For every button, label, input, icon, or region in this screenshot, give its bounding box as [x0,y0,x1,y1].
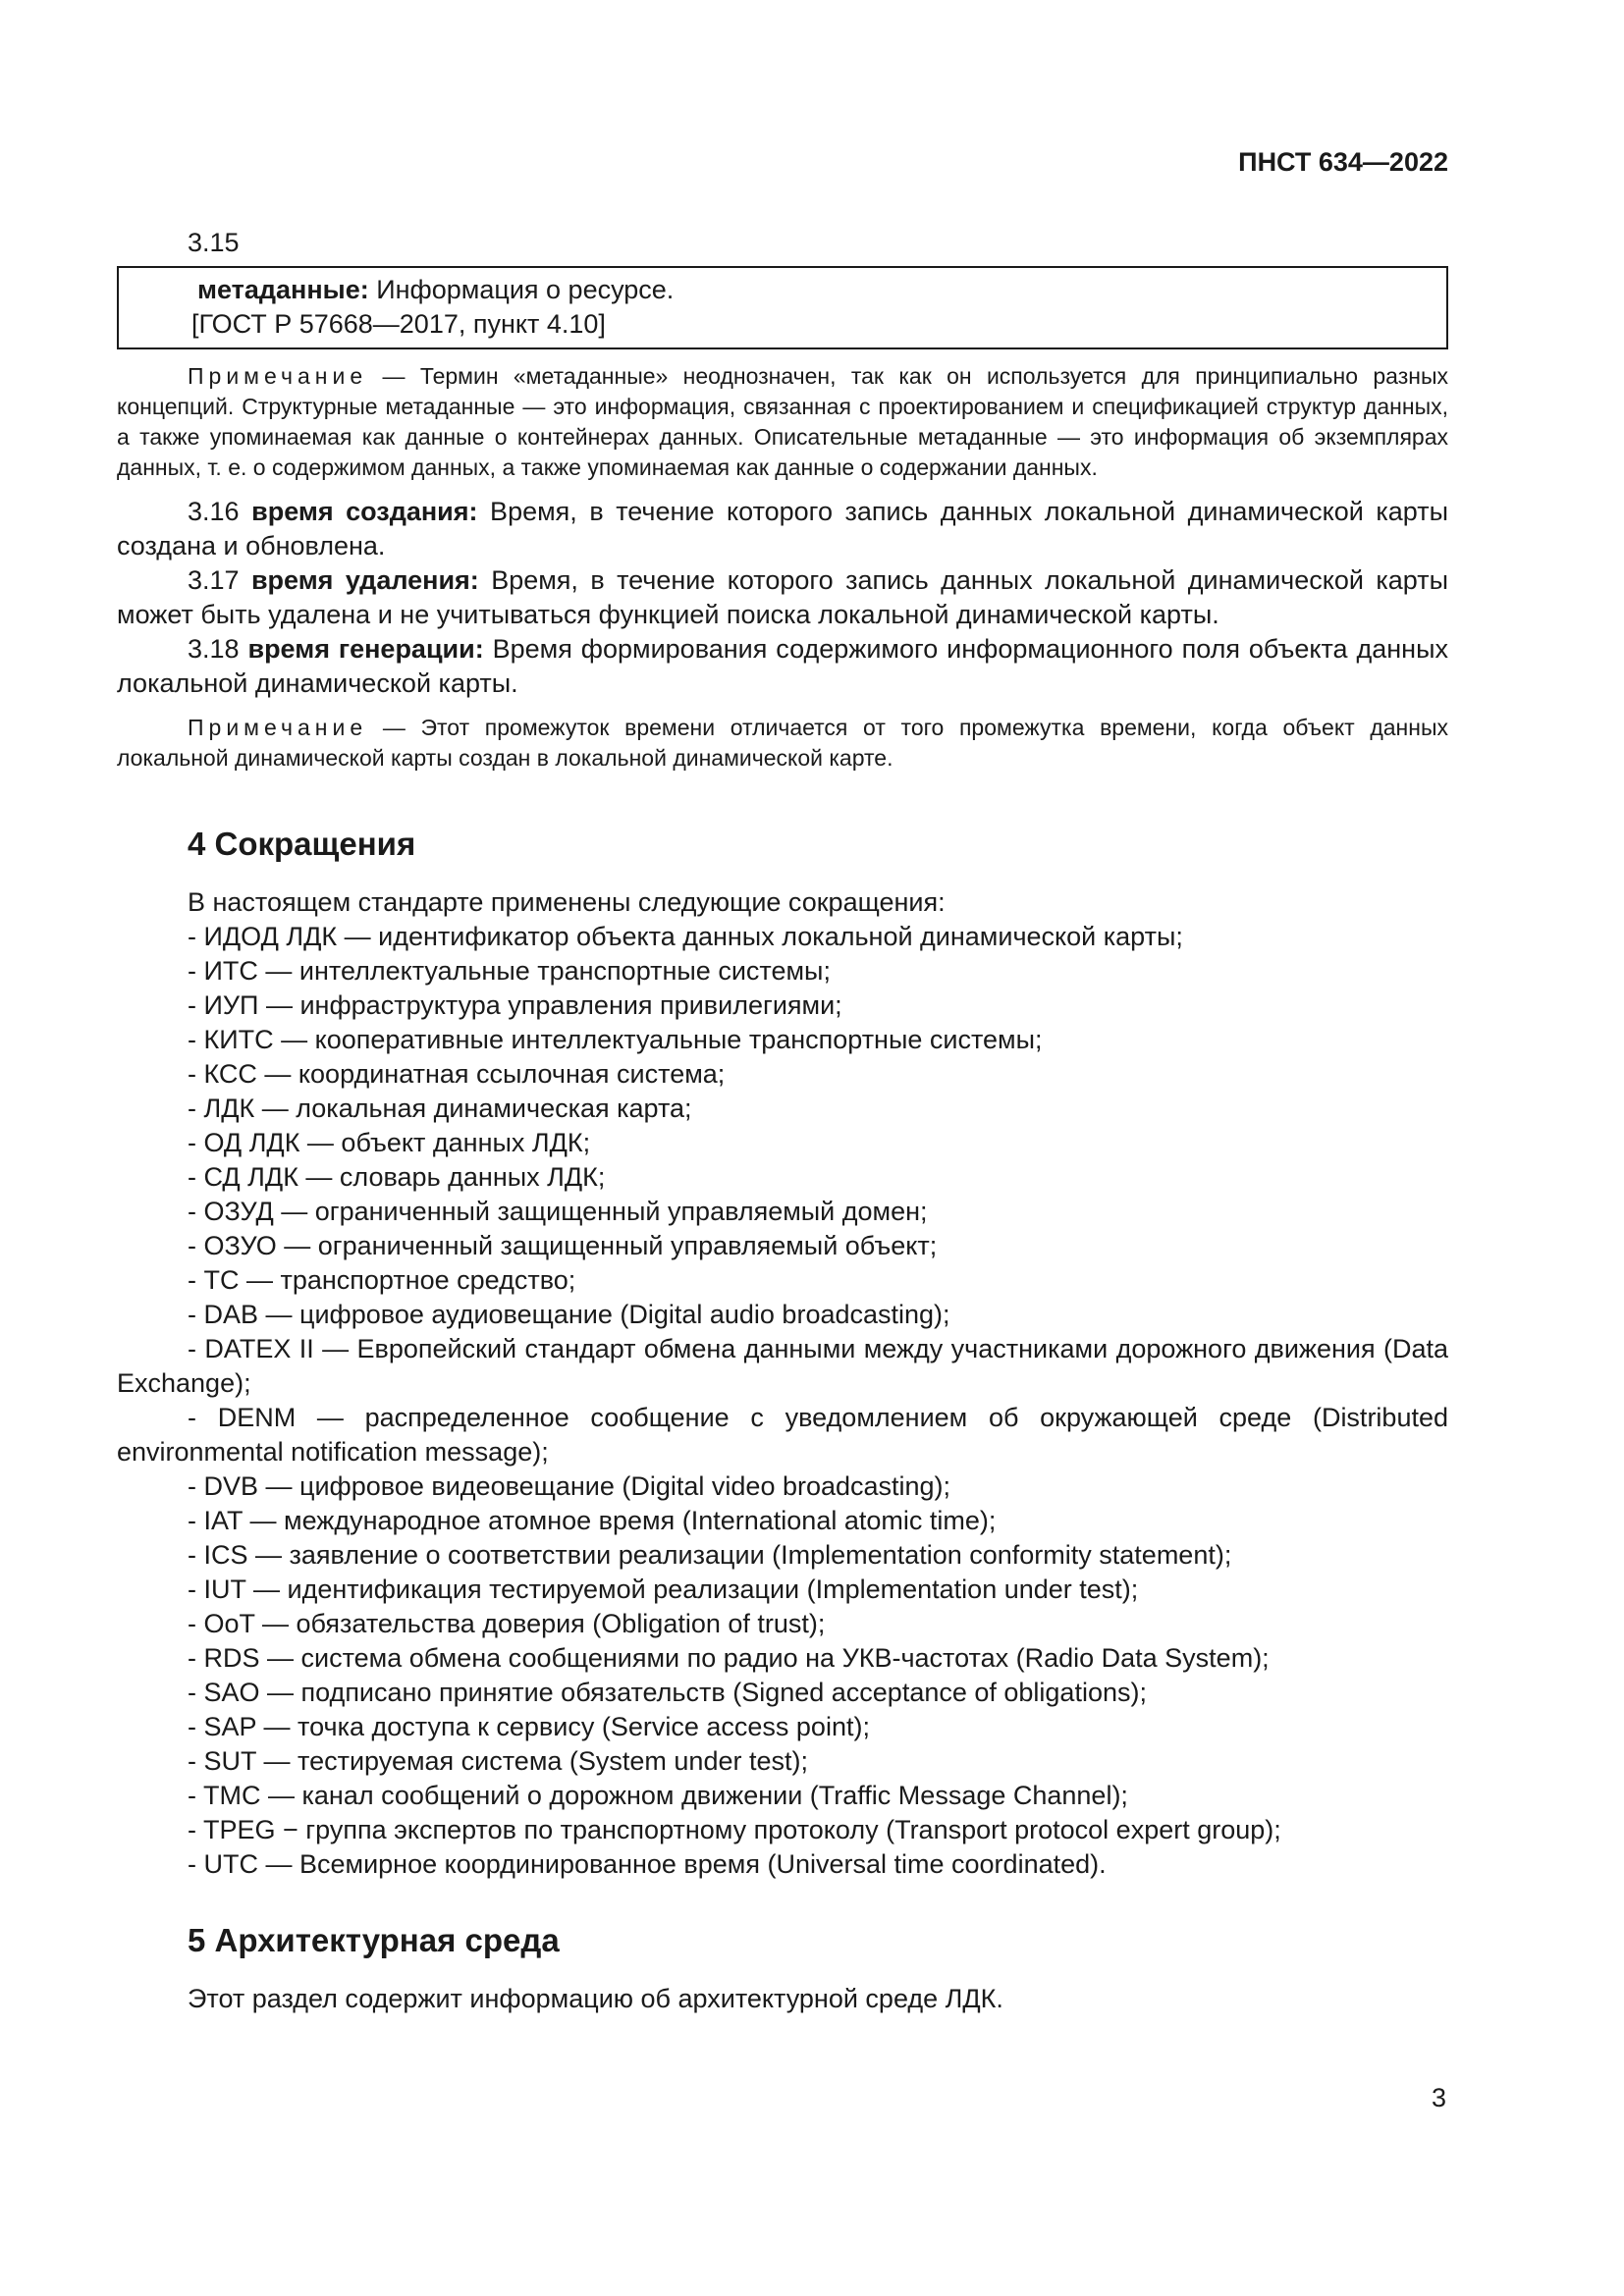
abbreviations-list [117,920,1448,1882]
list-item: - SUT — тестируемая система (System under test); [188,1746,808,1776]
term-text: Время, в течение которого запись данных локальной динамической карты может быть удалена и не учитываться функцией поиска локальной динамической карты. [117,565,1448,629]
note-text: — Термин «метаданные» неоднозначен, так как он используется для принципиально разных концепций. Структурные метаданные — это информация, связанная с проектированием и спецификацией структур данных, а также упоминаемая как данные о контейнерах данных. Описательные метаданные — это информация об экземплярах данных, т. е. о содержимом данных, а также упоминаемая как данные о содержании данных. [117,363,1448,480]
term-metadata-definition: Информация о ресурсе. [368,275,675,304]
list-item: - ИУП — инфраструктура управления привилегиями; [188,990,842,1020]
list-item: - IUT — идентификация тестируемой реализации (Implementation under test); [188,1575,1139,1604]
list-item: - UTC — Всемирное координированное время (Universal time coordinated). [188,1849,1107,1879]
term-name: время удаления: [250,565,479,595]
term-text: Время, в течение которого запись данных локальной динамической карты создана и обновлена. [117,497,1448,561]
term-definition-line [197,273,1427,307]
list-item: - IAT — международное атомное время (International atomic time); [188,1506,997,1535]
list-item: - RDS — система обмена сообщениями по радио на УКВ-частотах (Radio Data System); [188,1643,1270,1673]
list-item: - ТС — транспортное средство; [188,1265,576,1295]
list-item: - TMC — канал сообщений о дорожном движении (Traffic Message Channel); [188,1781,1128,1810]
list-item: - КСС — координатная ссылочная система; [188,1059,726,1089]
term-number-3-15: 3.15 [188,228,240,257]
list-item: - DENM — распределенное сообщение с уведомлением об окружающей среде (Distributed environmental notification message); [117,1403,1448,1467]
list-item: - SAP — точка доступа к сервису (Service access point); [188,1712,870,1741]
list-item: - ЛДК — локальная динамическая карта; [188,1094,692,1123]
list-item: - ОЗУД — ограниченный защищенный управляемый домен; [188,1197,928,1226]
list-item: - ОД ЛДК — объект данных ЛДК; [188,1128,591,1157]
note-generation-time [117,713,1448,774]
term-3-16 [117,495,1448,563]
list-item: - DAB — цифровое аудиовещание (Digital audio broadcasting); [188,1300,950,1329]
abbreviations-intro: В настоящем стандарте применены следующие сокращения: [188,887,946,917]
list-item: - ИДОД ЛДК — идентификатор объекта данных локальной динамической карты; [188,922,1183,951]
term-3-17 [117,563,1448,632]
note-label: Примечание [188,363,368,389]
note-label: Примечание [188,715,368,740]
term-number: 3.18 [188,634,248,664]
term-text: Время формирования содержимого информационного поля объекта данных локальной динамической карты. [117,634,1448,698]
term-name: время генерации: [247,634,484,664]
term-number: 3.17 [188,565,251,595]
note-text: — Этот промежуток времени отличается от того промежутка времени, когда объект данных локальной динамической карты создан в локальной динамической карте. [117,715,1448,771]
list-item: - ИТС — интеллектуальные транспортные системы; [188,956,831,986]
term-source: [ГОСТ Р 57668—2017, пункт 4.10] [191,309,606,339]
list-item: - КИТС — кооперативные интеллектуальные транспортные системы; [188,1025,1043,1054]
list-item: - TPEG − группа экспертов по транспортному протоколу (Transport protocol expert group); [188,1815,1281,1844]
list-item: - DVB — цифровое видеовещание (Digital video broadcasting); [188,1471,951,1501]
section-title-abbreviations: 4 Сокращения [188,826,416,862]
section-title-architecture: 5 Архитектурная среда [188,1922,560,1958]
list-item: - ОЗУО — ограниченный защищенный управляемый объект; [188,1231,938,1260]
page-content [117,226,1448,2016]
list-item: - SAO — подписано принятие обязательств (Signed acceptance of obligations); [188,1678,1147,1707]
term-name: время создания: [251,497,478,526]
term-metadata: метаданные: [197,275,369,304]
list-item: - СД ЛДК — словарь данных ЛДК; [188,1162,606,1192]
list-item: - DATEX II — Европейский стандарт обмена данными между участниками дорожного движения (Data Exchange); [117,1334,1448,1398]
page-number: 3 [1431,2083,1446,2112]
architecture-text: Этот раздел содержит информацию об архитектурной среде ЛДК. [188,1984,1003,2013]
term-3-18 [117,632,1448,701]
note-metadata [117,361,1448,483]
list-item: - OoT — обязательства доверия (Obligation of trust); [188,1609,826,1638]
term-number: 3.16 [188,497,252,526]
list-item: - ICS — заявление о соответствии реализации (Implementation conformity statement); [188,1540,1232,1570]
document-code: ПНСТ 634—2022 [1238,147,1448,177]
term-definition-box [117,266,1448,349]
